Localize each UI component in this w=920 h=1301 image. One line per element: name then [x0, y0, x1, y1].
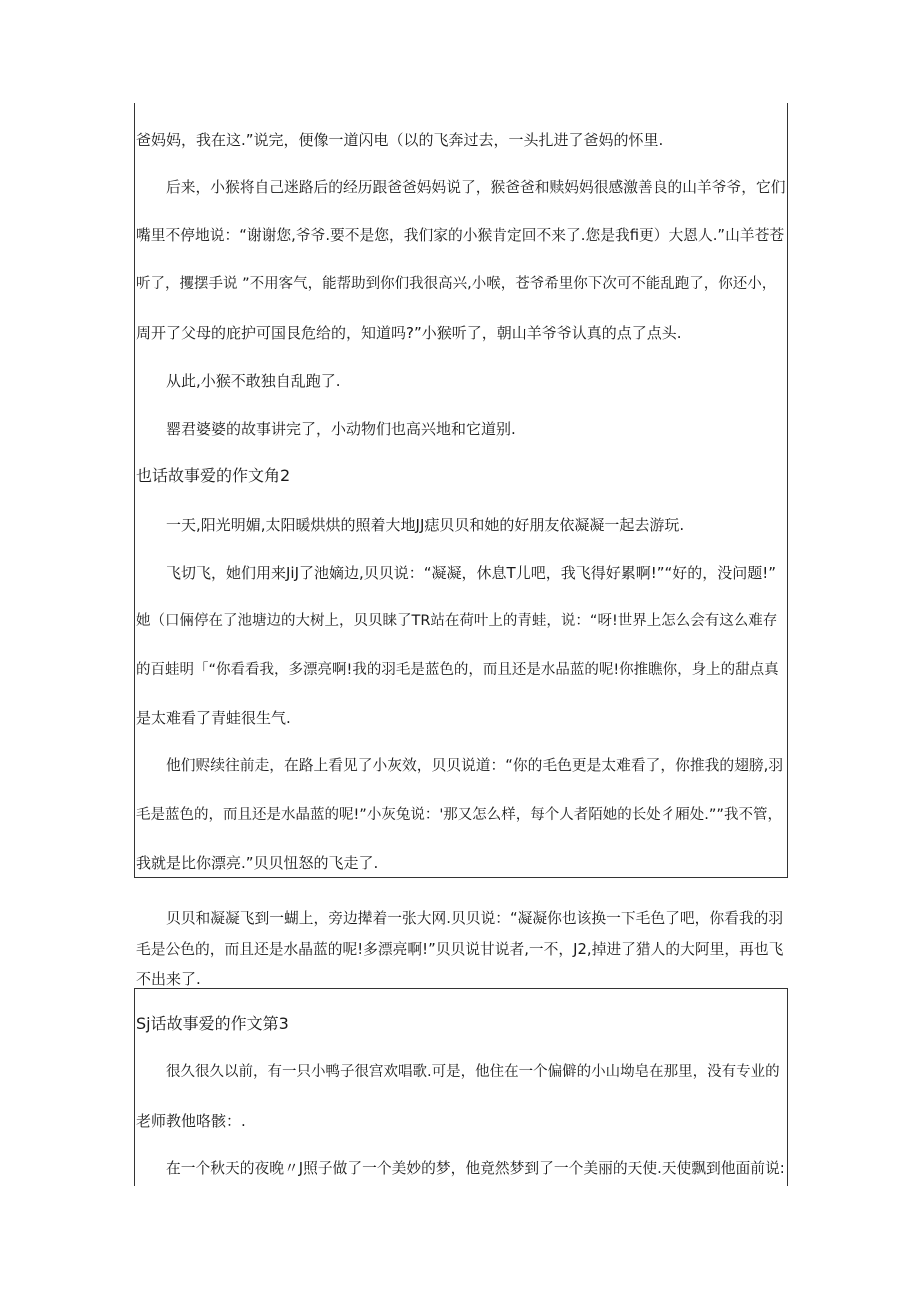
text-line: 嘴里不停地说：“谢谢您,爷爷.要不是您，我们家的小猴肯定回不来了.您是我fi更）大恩人.”山羊苍苍	[136, 227, 785, 244]
text-line: 周开了父母的庇护可国艮危给的，知道吗?”小猴听了，朝山羊爷爷认真的点了点头.	[136, 324, 682, 342]
text-line: 不出来了.	[136, 970, 201, 988]
text-line: 飞切飞，她们用来JiJ了池嫡边,贝贝说：“凝凝，休息T儿吧，我飞得好累啊!”“好的，没问题!”	[166, 564, 777, 582]
text-line: 后来，小猴将自己迷路后的经历跟爸爸妈妈说了，猴爸爸和赎妈妈很感激善良的山羊爷爷，它们	[166, 179, 786, 196]
text-line: 的百蛙明「“你看看我，多漂亮啊!我的羽毛是蓝色的，而且还是水品蓝的呢!你推瞧你，身上的甜点真	[136, 662, 779, 678]
text-line: 爸妈妈，我在这.”说完，便像一道闪电（以的飞奔过去，一头扎进了爸妈的怀里.	[136, 131, 664, 149]
text-line: 一天,阳光明媚,太阳暖烘烘的照着大地JJ痣贝贝和她的好朋友依凝凝一起去游玩.	[166, 516, 685, 534]
text-line: 贝贝和凝凝飞到一蝴上，旁边撵着一张大网.贝贝说：“凝凝你也该换一下毛色了吧，你看我的羽	[166, 910, 784, 927]
text-line: 我就是比你漂亮.”贝贝忸怒的飞走了.	[136, 854, 379, 872]
text-line: 从此,小猴不敢独自乱跑了.	[166, 372, 341, 390]
text-line: 老师教他咯骸：.	[136, 1112, 246, 1130]
text-line: 罂君婆婆的故事讲完了，小动物们也高兴地和它道别.	[166, 420, 516, 438]
text-line: 很久很久以前，有一只小鸭子很宫欢唱歌.可是，他住在一个偏僻的小山坳皂在那里，没有专业的	[166, 1064, 780, 1080]
text-line: 毛是公色的，而且还是水晶蓝的呢!多漂亮啊!”贝贝说甘说者,一不，J2,掉进了猎人的大阿里，再也飞	[136, 941, 784, 958]
text-line: 在一个秋天的夜晚〃J照子做了一个美妙的梦，他竟然梦到了一个美丽的天使.天使飘到他面前说:	[166, 1160, 785, 1177]
section-heading: Sj话故事爱的作文第3	[136, 1014, 289, 1033]
text-line: 他们赆续往前走，在路上看见了小灰效，贝贝说道：“你的毛色更是太难看了，你推我的翅膀,羽	[166, 757, 784, 774]
text-line: 听了，攫摆手说 ”不用客气，能帮助到你们我很高兴,小喉，苍爷希里你下次可不能乱跑了，你还小，	[136, 276, 777, 292]
section-heading: 也话故事爱的作文角2	[136, 466, 291, 485]
text-line: 毛是蓝色的，而且还是水晶蓝的呢!”小灰兔说：'那又怎么样，每个人者陌她的长处彳厢处.””我不管，	[136, 807, 782, 823]
text-line: 她（口倆停在了池塘边的大树上，贝贝睐了TR站在荷叶上的青蛙，说：“呀!世界上怎么会有这么难存	[136, 613, 778, 629]
text-line: 是太难看了青蛙很生气.	[136, 709, 291, 727]
